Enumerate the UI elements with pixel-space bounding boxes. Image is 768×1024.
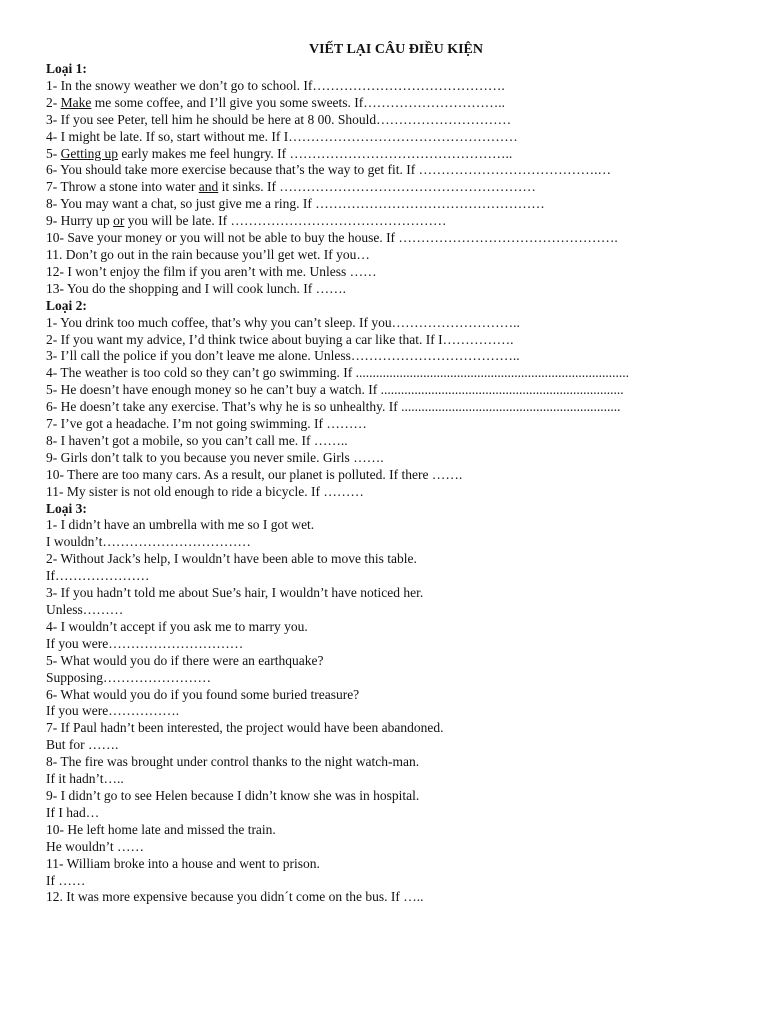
exercise-line: 9- Hurry up or you will be late. If …………………………………………	[46, 213, 447, 229]
exercise-line: 5- Getting up early makes me feel hungry. If …………………………………………..	[46, 145, 513, 161]
exercise-line: 11. Don’t go out in the rain because you’ll get wet. If you…	[46, 246, 370, 262]
exercise-line: 3- If you see Peter, tell him he should be here at 8 00. Should…………………………	[46, 111, 512, 127]
exercise-line: 5- He doesn’t have enough money so he can’t buy a watch. If ........................................................................	[46, 382, 624, 398]
exercise-line: 1- I didn’t have an umbrella with me so I got wet.	[46, 517, 315, 533]
exercise-line: 10- He left home late and missed the train.	[46, 821, 276, 837]
document-title: VIẾT LẠI CÂU ĐIỀU KIỆN	[308, 42, 483, 57]
exercise-line: 4- I might be late. If so, start without me. If I……………………………………………	[46, 128, 518, 144]
exercise-line: 5- What would you do if there were an earthquake?	[46, 652, 324, 668]
exercise-line: 6- What would you do if you found some buried treasure?	[46, 686, 360, 702]
document-body	[46, 61, 746, 906]
exercise-line: 7- If Paul hadn’t been interested, the project would have been abandoned.	[46, 720, 444, 736]
exercise-line: If I had…	[46, 804, 100, 820]
exercise-line: 1- You drink too much coffee, that’s why you can’t sleep. If you………………………..	[46, 314, 520, 330]
exercise-line: If ……	[46, 872, 86, 888]
exercise-line: 2- If you want my advice, I’d think twice about buying a car like that. If I…………….	[46, 331, 514, 347]
exercise-line: 12. It was more expensive because you didn´t come on the bus. If …..	[46, 889, 424, 905]
exercise-line: Unless………	[46, 602, 124, 617]
exercise-line: 4- I wouldn’t accept if you ask me to marry you.	[46, 618, 308, 634]
section-label: Loại 3:	[46, 500, 87, 516]
exercise-line: 3- I’ll call the police if you don’t leave me alone. Unless………………………………..	[46, 348, 520, 364]
exercise-line: 13- You do the shopping and I will cook lunch. If …….	[46, 280, 346, 296]
exercise-line: 8- You may want a chat, so just give me a ring. If ……………………………………………	[46, 196, 545, 212]
section-label: Loại 1:	[46, 61, 87, 76]
exercise-line: If you were…………….	[46, 703, 180, 719]
exercise-line: 9- Girls don’t talk to you because you never smile. Girls …….	[46, 449, 384, 465]
exercise-line: 8- The fire was brought under control thanks to the night watch-man.	[46, 754, 420, 770]
document-page	[46, 40, 746, 906]
exercise-line: He wouldn’t ……	[46, 838, 144, 854]
underlined-word: Getting up	[60, 145, 118, 161]
exercise-line: 11- William broke into a house and went to prison.	[46, 855, 320, 871]
exercise-line: 6- He doesn’t take any exercise. That’s why he is so unhealthy. If .................................................................	[46, 399, 621, 415]
exercise-line: 12- I won’t enjoy the film if you aren’t with me. Unless ……	[46, 263, 377, 279]
exercise-line: 1- In the snowy weather we don’t go to school. If…………………………………….	[46, 77, 505, 93]
exercise-line: 9- I didn’t go to see Helen because I didn’t know she was in hospital.	[46, 787, 420, 803]
exercise-line: 2- Make me some coffee, and I’ll give you some sweets. If…………………………..	[46, 94, 506, 110]
exercise-line: 6- You should take more exercise because that’s the way to get fit. If ………………………………….…	[46, 162, 612, 178]
exercise-line: 11- My sister is not old enough to ride a bicycle. If ………	[46, 483, 364, 499]
exercise-line: 3- If you hadn’t told me about Sue’s hair, I wouldn’t have noticed her.	[46, 585, 424, 601]
exercise-line: 2- Without Jack’s help, I wouldn’t have been able to move this table.	[46, 551, 417, 567]
underlined-word: Make	[60, 94, 92, 110]
exercise-line: 4- The weather is too cold so they can’t go swimming. If .................................................................................	[46, 365, 629, 381]
exercise-line: If you were…………………………	[46, 635, 244, 651]
exercise-line: 7- Throw a stone into water and it sinks. If …………………………………………………	[46, 179, 536, 195]
exercise-line: Supposing……………………	[46, 669, 212, 685]
exercise-line: 8- I haven’t got a mobile, so you can’t call me. If ……..	[46, 432, 348, 448]
exercise-line: But for …….	[46, 737, 119, 753]
exercise-line: 10- There are too many cars. As a result, our planet is polluted. If there …….	[46, 466, 463, 482]
exercise-line: If…………………	[46, 568, 150, 584]
exercise-line: 7- I’ve got a headache. I’m not going swimming. If ………	[46, 416, 367, 432]
exercise-line: 10- Save your money or you will not be able to buy the house. If ………………………………………….	[46, 230, 618, 246]
section-label: Loại 2:	[46, 297, 87, 313]
underlined-word: or	[113, 213, 125, 229]
underlined-word: and	[198, 179, 219, 195]
exercise-line: If it hadn’t…..	[46, 771, 124, 787]
exercise-line: I wouldn’t……………………………	[46, 534, 251, 550]
